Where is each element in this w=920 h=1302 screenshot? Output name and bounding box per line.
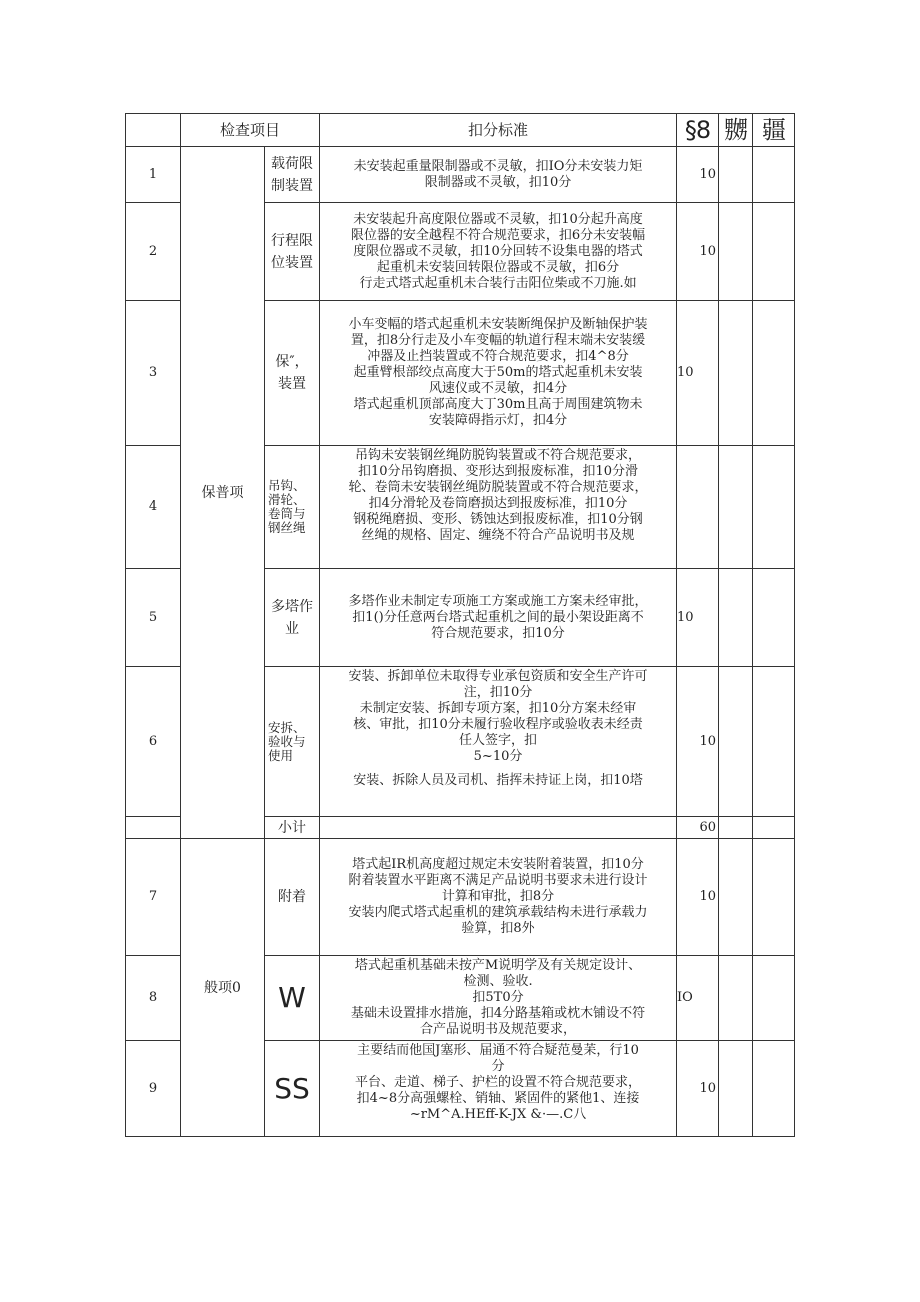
row-actual: [753, 839, 795, 956]
row-score: 10: [677, 569, 719, 667]
standard-line: 冲器及止挡装置或不符合规范要求，扣4^8分: [367, 349, 629, 364]
standard-line: 任人签字，扣: [459, 733, 538, 748]
row-standard: [320, 667, 677, 817]
group-general: 般项0: [181, 839, 265, 1137]
standard-line: 扣4分滑轮及卷筒磨损达到报废标准，扣10分: [368, 496, 628, 511]
standard-line: 未制定安装、拆卸专项方案，扣10分方案未经审: [359, 701, 637, 716]
row-deduct: [719, 1041, 753, 1137]
standard-line: 小车变幅的塔式起重机未安装断绳保护及断轴保护装: [348, 317, 648, 332]
row-number: 3: [126, 301, 181, 446]
row-score: IO: [677, 956, 719, 1041]
row-number: 6: [126, 667, 181, 817]
standard-line: 行走式塔式起重机未合装行击阳位柴或不刀施.如: [359, 275, 637, 291]
row-standard: [320, 956, 677, 1041]
inspection-table: [125, 113, 795, 1137]
header-row: [126, 114, 795, 147]
standard-line: 塔式起IR机高度超过规定未安装附着装置，扣10分: [352, 857, 644, 872]
row-standard: [320, 203, 677, 301]
standard-line: 验算，扣8外: [461, 921, 535, 936]
row-actual: [753, 817, 795, 839]
subtotal-score: 60: [677, 817, 719, 839]
row-deduct: [719, 301, 753, 446]
header-blank: [126, 114, 181, 147]
row-number: 4: [126, 446, 181, 569]
row-number: 2: [126, 203, 181, 301]
row-category: 多塔作业: [265, 569, 320, 667]
row-category: 附着: [265, 839, 320, 956]
row-number: 5: [126, 569, 181, 667]
standard-line: 5~10分: [473, 749, 523, 764]
standard-line: 安装、拆除人员及司机、指挥未持证上岗，扣10塔: [353, 773, 643, 788]
standard-line: 起重臂根部绞点高度大于50m的塔式起重机未安装: [353, 365, 643, 380]
row-category: 行程限位装置: [265, 203, 320, 301]
standard-line: 安装、拆卸单位未取得专业承包资质和安全生产许可: [348, 669, 648, 684]
row-standard: [320, 839, 677, 956]
standard-line: 钢税绳磨损、变形、锈蚀达到报废标准，扣10分钢: [353, 512, 643, 527]
standard-line: 多塔作业未制定专项施工方案或施工方案未经审批，: [348, 593, 648, 609]
standard-line: 丝绳的规格、固定、缠绕不符合产品说明书及规: [361, 528, 635, 543]
row-deduct: [719, 839, 753, 956]
standard-line: 限位器的安全越程不符合规范要求，扣6分未安装幅: [350, 227, 646, 243]
standard-line: 吊钩未安装钢丝绳防脱钩装置或不符合规范要求，: [355, 448, 642, 463]
standard-line: 安装障碍指示灯，扣4分: [428, 413, 568, 428]
standard-line: 注，扣10分: [463, 685, 533, 700]
row-score: 10: [677, 147, 719, 203]
standard-line: 塔式起重机顶部高度大丁30m且高于周围建筑物未: [353, 397, 643, 412]
row-number: 7: [126, 839, 181, 956]
standard-line: 未安装起重量限制器或不灵敏，扣IO分未安装力矩: [353, 158, 643, 174]
standard-line: 检测、验收.: [463, 974, 533, 989]
row-score: 10: [677, 1041, 719, 1137]
row-actual: [753, 956, 795, 1041]
row-category: W: [265, 956, 320, 1041]
row-score: 10: [677, 203, 719, 301]
standard-line: 基础未设置排水措施，扣4分路基箱或枕木铺设不符: [350, 1006, 646, 1021]
standard-line: 合产品说明书及规范要求，: [420, 1022, 577, 1037]
table-row: [126, 147, 795, 203]
standard-line: 符合规范要求，扣10分: [431, 625, 565, 641]
standard-line: 扣5T0分: [472, 990, 524, 1005]
standard-line: 置，扣8分行走及小车变幅的轨道行程末端未安装缓: [350, 333, 646, 348]
header-actual: 疆: [753, 114, 795, 147]
subtotal-label: 小计: [265, 817, 320, 839]
standard-line: 风速仪或不灵敏，扣4分: [428, 381, 568, 396]
row-category: 保″，装置: [265, 301, 320, 446]
standard-line: 轮、卷筒未安装钢丝绳防脱装置或不符合规范要求，: [348, 480, 648, 495]
row-number: [126, 817, 181, 839]
row-deduct: [719, 203, 753, 301]
standard-line: 扣4~8分高强螺栓、销轴、紧固件的紧他1、连接: [356, 1091, 640, 1106]
standard-line: 起重机未安装回转限位器或不灵敏，扣6分: [376, 259, 620, 275]
row-standard: [320, 446, 677, 569]
row-actual: [753, 667, 795, 817]
row-score: 10: [677, 667, 719, 817]
standard-line: 分: [491, 1059, 505, 1074]
standard-line: 扣10分吊钩磨损、变形达到报废标准，扣10分滑: [357, 464, 639, 479]
row-standard: [320, 817, 677, 839]
row-number: 9: [126, 1041, 181, 1137]
row-deduct: [719, 667, 753, 817]
group-guarantee: 保普项: [181, 147, 265, 839]
row-number: 8: [126, 956, 181, 1041]
row-standard: [320, 569, 677, 667]
row-actual: [753, 569, 795, 667]
row-number: 1: [126, 147, 181, 203]
row-score: [677, 446, 719, 569]
header-deduct: 嬲: [719, 114, 753, 147]
standard-line: 扣1()分任意两台塔式起重机之间的最小架设距离不: [352, 609, 644, 625]
row-category: 安拆、验收与使用: [265, 667, 320, 817]
row-category: SS: [265, 1041, 320, 1137]
standard-line: 塔式起重机基础未按产M说明学及有关规定设计、: [354, 958, 642, 973]
row-deduct: [719, 817, 753, 839]
row-actual: [753, 301, 795, 446]
header-item: 检查项目: [181, 114, 320, 147]
row-actual: [753, 1041, 795, 1137]
row-score: 10: [677, 301, 719, 446]
standard-line: 平台、走道、梯子、护栏的设置不符合规范要求，: [355, 1075, 642, 1090]
row-deduct: [719, 147, 753, 203]
row-score: 10: [677, 839, 719, 956]
standard-line: 核、审批，扣10分未履行验收程序或验收表未经责: [353, 717, 643, 732]
standard-line: 未安装起升高度限位器或不灵敏，扣10分起升高度: [353, 211, 643, 227]
standard-line: 主要结而他国J塞形、届通不符合疑范曼苿，行10: [357, 1043, 639, 1058]
standard-line: ~rM^A.HEff-K-JX &·—.C八: [409, 1107, 587, 1122]
row-actual: [753, 446, 795, 569]
row-actual: [753, 203, 795, 301]
row-category: 吊钩、滑轮、卷筒与钢丝绳: [265, 446, 320, 569]
row-category: 载荷限制装置: [265, 147, 320, 203]
row-deduct: [719, 446, 753, 569]
standard-line: 安装内爬式塔式起重机的建筑承载结构未进行承载力: [348, 905, 648, 920]
row-standard: [320, 301, 677, 446]
table-row: [126, 839, 795, 956]
header-standard: 扣分标准: [320, 114, 677, 147]
row-actual: [753, 147, 795, 203]
row-standard: [320, 1041, 677, 1137]
standard-line: 附着装置水平距离不满足产品说明书要求未进行设计: [348, 873, 648, 888]
standard-line: 计算和审批，扣8分: [441, 889, 555, 904]
row-standard: [320, 147, 677, 203]
row-deduct: [719, 569, 753, 667]
header-score: §8: [677, 114, 719, 147]
standard-line: 限制器或不灵敏，扣10分: [424, 174, 572, 190]
standard-line: 度限位器或不灵敏，扣10分回转不设集电器的塔式: [353, 243, 643, 259]
standard-line: [323, 765, 673, 773]
row-deduct: [719, 956, 753, 1041]
